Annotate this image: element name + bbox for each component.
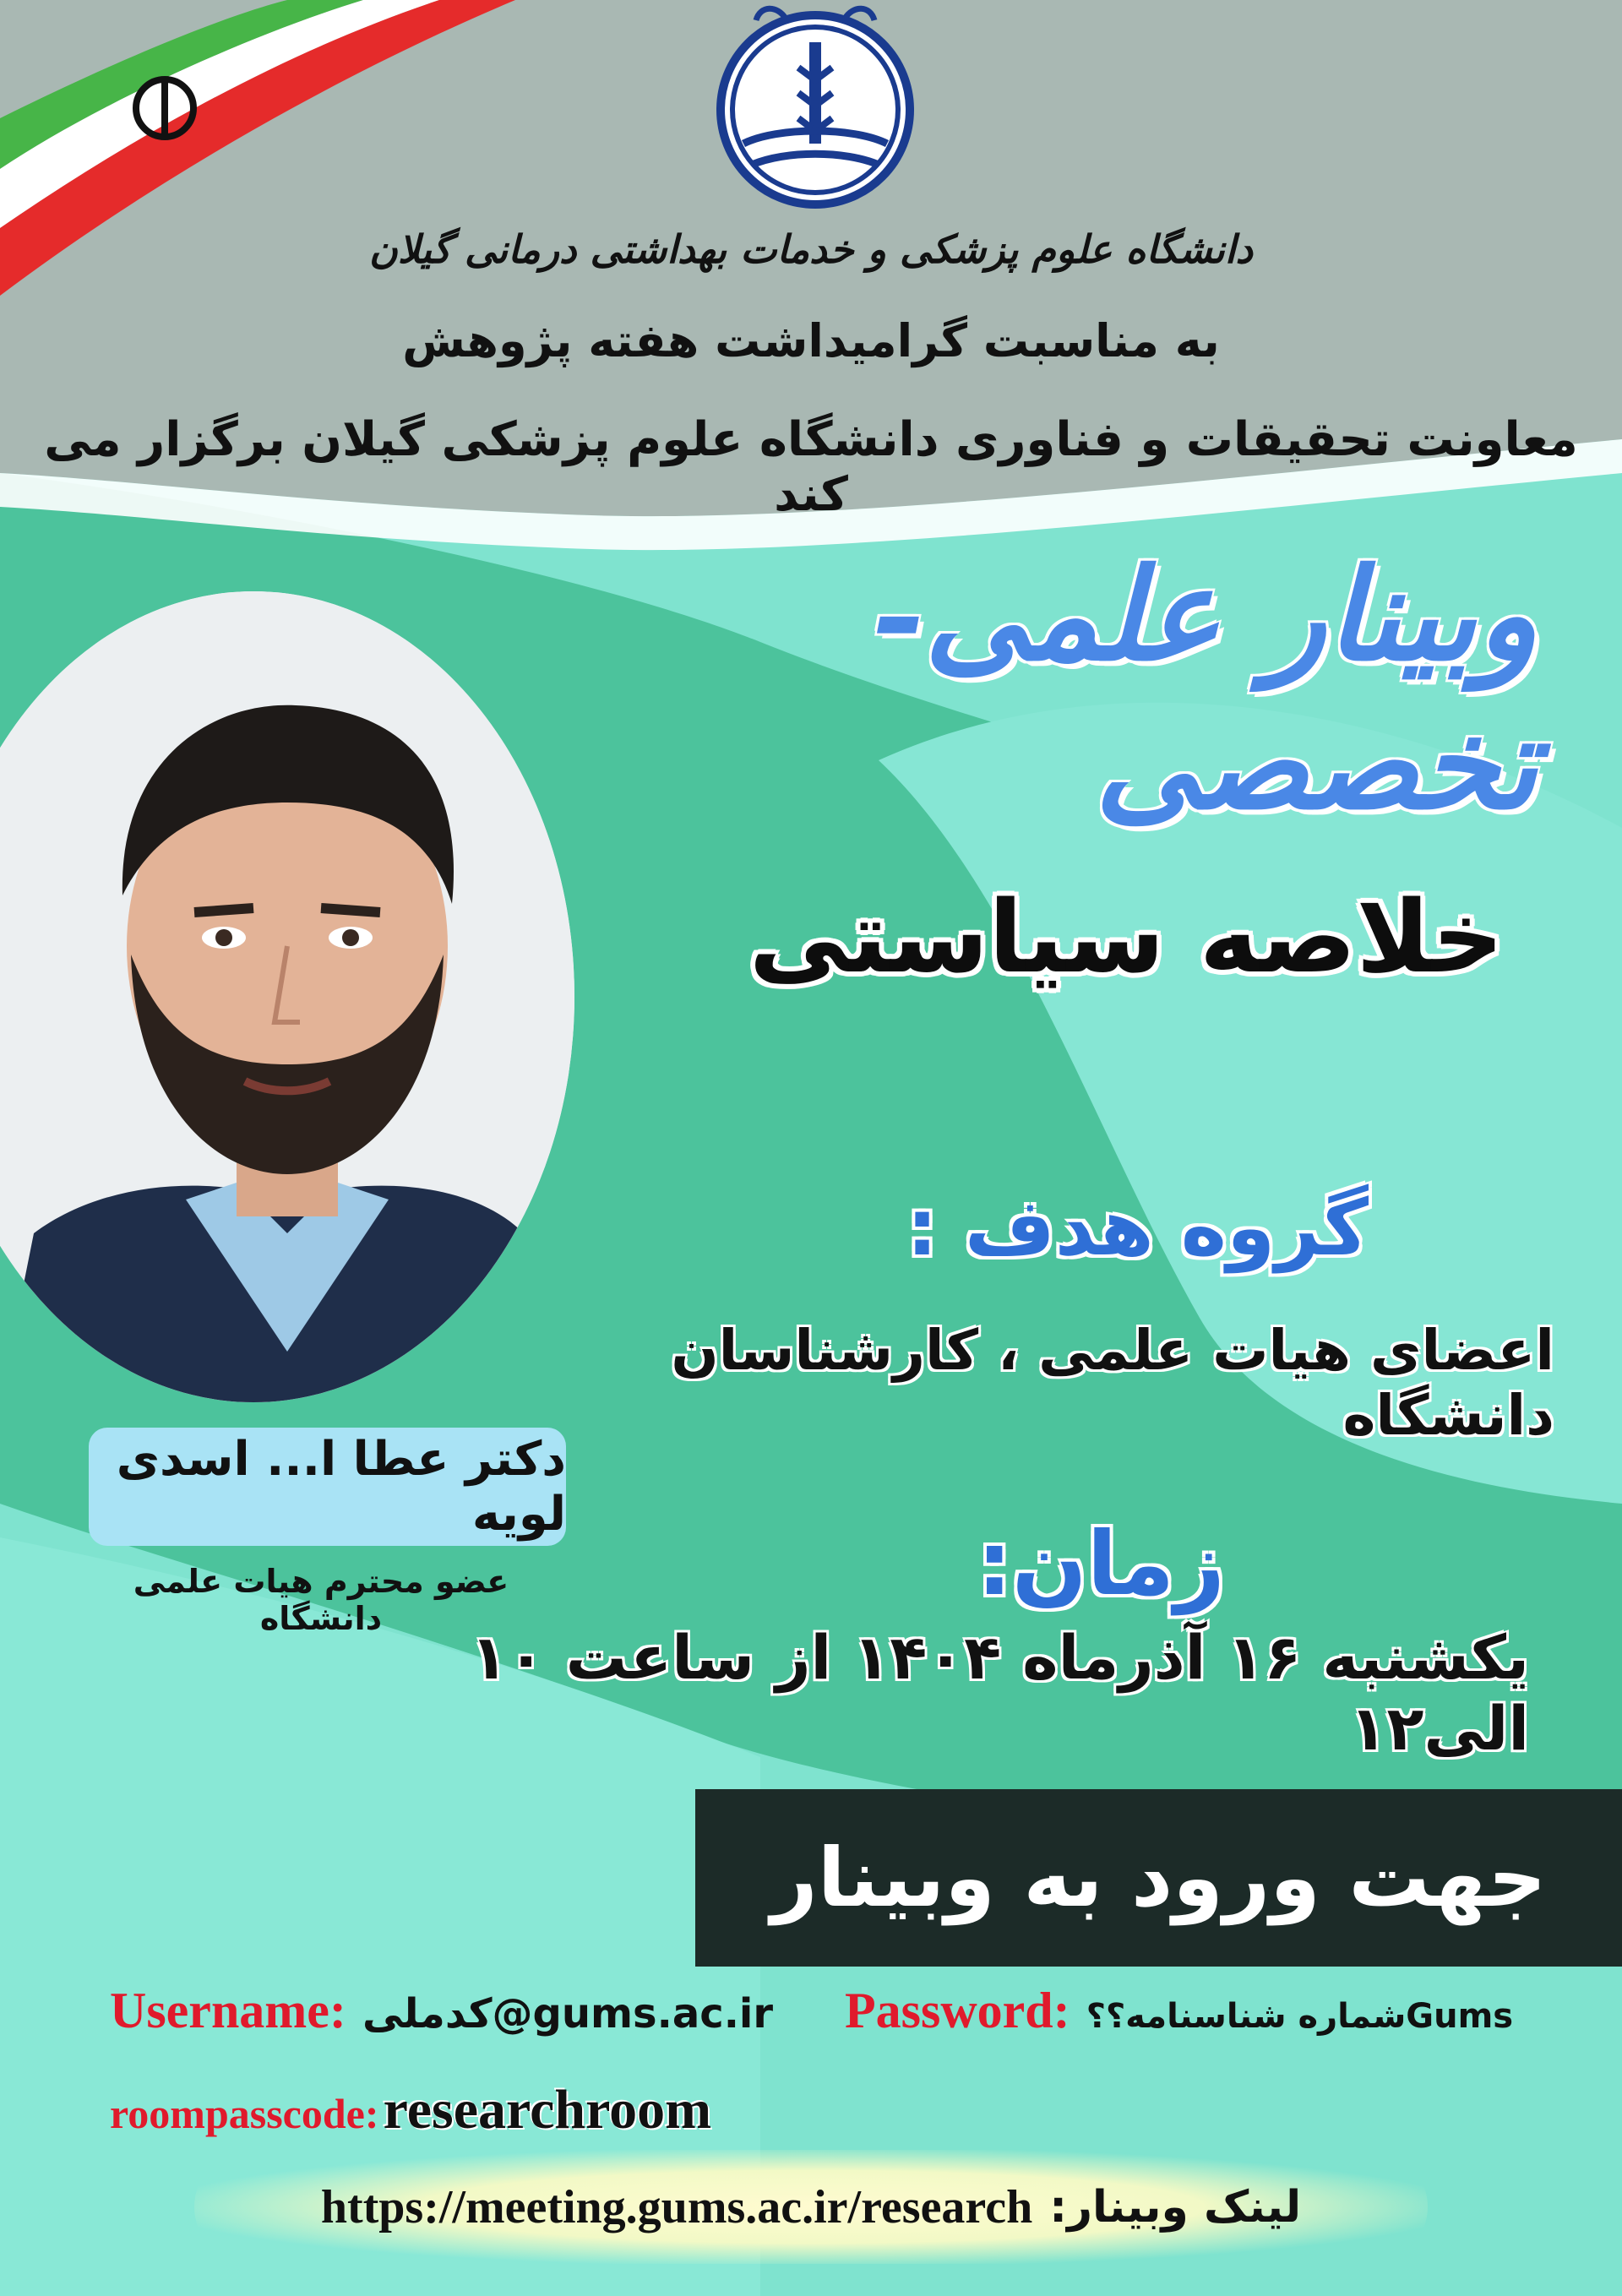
speaker-name: دکتر عطا ا... اسدی لویه: [116, 1432, 566, 1542]
webinar-topic: خلاصه سیاستی: [748, 879, 1504, 995]
target-group-label: گروه هدف :: [906, 1183, 1369, 1273]
join-banner-text: جهت ورود به وبینار: [770, 1831, 1547, 1925]
password-label: Password:: [845, 1983, 1070, 2038]
password-row: [845, 1981, 1513, 2048]
join-banner: [695, 1789, 1622, 1967]
time-value: یکشنبه ۱۶ آذرماه ۱۴۰۴ از ساعت ۱۰ الی۱۲: [470, 1622, 1529, 1764]
roompasscode-value: researchroom: [383, 2079, 712, 2141]
username-row: [110, 1981, 773, 2048]
username-label: Username:: [110, 1983, 346, 2038]
event-type-title: وبینار علمی-تخصصی: [871, 541, 1538, 838]
target-group-value: اعضای هیات علمی ، کارشناسان دانشگاه: [671, 1318, 1554, 1448]
organizer-text: معاونت تحقیقات و فناوری دانشگاه علوم پزشکی گیلان برگزار می کند: [44, 412, 1578, 522]
speaker-title: عضو محترم هیات علمی دانشگاه: [133, 1563, 509, 1637]
time-label: زمان:: [977, 1512, 1225, 1615]
roompasscode-label: roompasscode:: [110, 2090, 379, 2137]
university-logo-icon: [721, 8, 910, 204]
webinar-link-label: لینک وبینار:: [1049, 2181, 1302, 2233]
password-value: شماره شناسنامه؟؟Gums: [1086, 1997, 1514, 2036]
username-value: کدملی@gums.ac.ir: [362, 1990, 774, 2038]
speaker-name-box: [89, 1428, 566, 1546]
university-name: دانشگاه علوم پزشکی و خدمات بهداشتی درمانی گیلان: [368, 226, 1254, 272]
webinar-link-url[interactable]: https://meeting.gums.ac.ir/research: [320, 2180, 1033, 2233]
occasion-text: به مناسبت گرامیداشت هفته پژوهش: [402, 314, 1220, 367]
roompasscode-row: [110, 2078, 711, 2142]
webinar-link-bar: [194, 2150, 1428, 2264]
